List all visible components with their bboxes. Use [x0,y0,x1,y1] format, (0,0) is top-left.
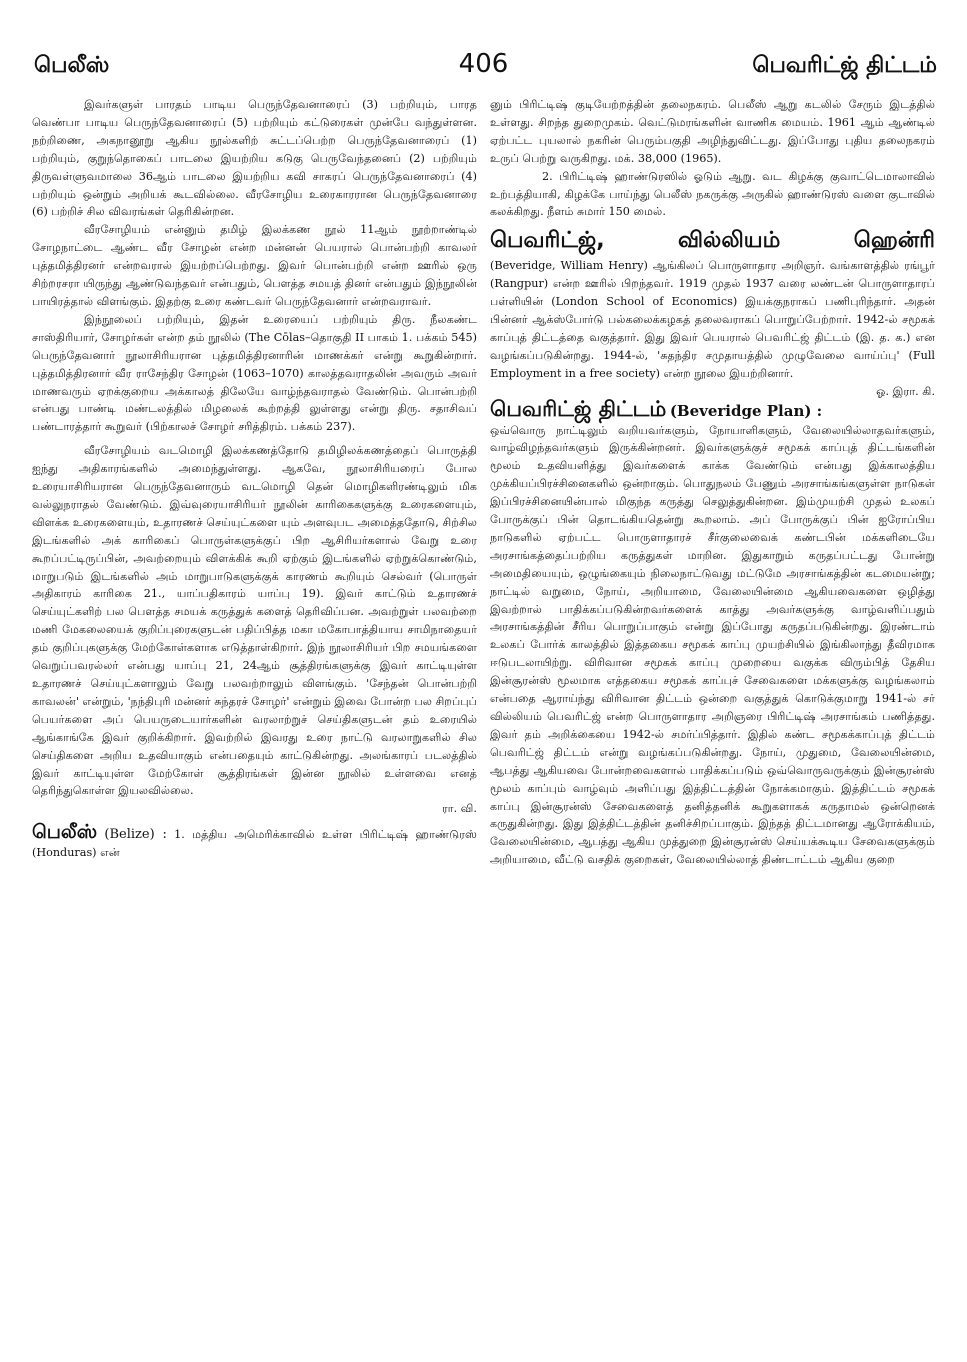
entry-beveridge-plan [490,396,935,422]
entry-heading-english: (Beveridge Plan) : [669,401,823,420]
paragraph: (Beveridge, William Henry) ஆங்கிலப் பொருளாதார அறிஞர். வங்காளத்தில் ரங்பூர் (Rangpur) என்ற ஊரில் பிறந்தவர். 1919 முதல் 1937 வரை லண்டன் பொருளாதாரப் பள்ளியின் (London School of Economics) இயக்குநராகப் பணிபுரிந்தார். அதன் பின்னர் ஆக்ஸ்போர்டு பல்கலைக்கழகத் தலைவராகப் பொறுப்பேற்றார். 1942-ல் சமூகக் காப்புத் திட்டத்தை வகுத்தார். இது இவர் பெயரால் பெவரிட்ஜ் திட்டம் (இ. த. க.) என வழங்கப்படுகின்றது. 1944-ல், 'சுதந்திர சமுதாயத்தில் முழுவேலை வாய்ப்பு' (Full Employment in a free society) என்ற நூலை இயற்றினார். [490,259,935,380]
paragraph: இந்நூலைப் பற்றியும், இதன் உரையைப் பற்றியும் திரு. நீலகண்ட சாஸ்திரியார், சோழர்கள் என்ற தம் நூலில் (The Cōlas–தொகுதி II பாகம் 1. பக்கம் 545) பெருந்தேவனார் நூலாசிரியரான புத்தமித்திரனாரின் மாணக்கர் என்று கூறுகின்றார். புத்தமித்திரனார் வீர ராசேந்திர சோழன் (1063–1070) காலத்தவராதலின் அவரும் அவர் மாணவரும் ஏறக்குறைய அக்காலத் திலேயே வாழ்ந்தவராதல் வேண்டும். பொன்பற்றி என்பது பாண்டி மண்டலத்தில் மிழலைக் கூற்றத்தி லுள்ளது என்று திரு. சதாசிவப் பண்டாரத்தார் கூறுவர் (பிற்காலச் சோழர் சரித்திரம். பக்கம் 237). [32,312,477,434]
running-head-left: பெலீஸ் [34,53,110,78]
entry-heading: பெலீஸ் [32,821,98,844]
entry-heading-english: (Belize) : [104,827,167,843]
paragraph: 2. பிரிட்டிஷ் ஹாண்டுரஸில் ஓடும் ஆறு. வட கிழக்கு குவாட்டெமாலாவில் உற்பத்தியாகி, கிழக்கே பாய்ந்து பெலீஸ் நகருக்கு அருகில் ஹாண்டுரஸ் வளை குடாவில் கலக்கிறது. நீளம் சுமார் 150 மைல். [490,169,935,219]
left-column [32,96,477,862]
paragraph: ஒவ்வொரு நாட்டிலும் வறியவர்களும், நோயாளிகளும், வேலையில்லாதவர்களும், வாழ்விழந்தவர்களும் இருக்கின்றனர். இவர்களுக்குச் சமூகக் காப்புத் திட்டங்களின் மூலம் உதவியளித்து இவர்களைக் காக்க வேண்டும் என்பது இக்காலத்திய முக்கியப்பிரச்சினைகளில் ஒன்றாகும். பொதுநலம் பேணும் அரசாங்கங்களுள்ள நாடுகள் இப்பிரச்சினையின்பால் மிகுந்த கருத்து செலுத்துகின்றன. இம்முயற்சி முதல் உலகப் போருக்குப் பின் தொடங்கியதென்று கூறலாம். அப் போருக்குப் பின் ஐரோப்பிய நாடுகளில் ஏற்பட்ட பொருளாதாரச் சீர்குலைவைக் கண்டபின் மக்களிடையே அரசாங்கத்தைப்பற்றிய கருத்துகள் மாறின. இதுகாறும் கருதப்பட்டது போன்று அமைதியையும், ஒழுங்கையும் நிலைநாட்டுவது மட்டுமே அரசாங்கத்தின் கடமையன்று; நாட்டில் வறுமை, நோய், அறியாமை, வேலையின்மை ஆகியவைகளை ஒழித்து இவற்றால் பாதிக்கப்படுகின்றவர்களைக் காத்து அவர்களுக்கு வாழ்வளிப்பதும் அரசாங்கத்தின் சீரிய பொறுப்பாகும் என்று இப்போது கருதப்படுகின்றது. இரண்டாம் உலகப் போர்க் காலத்தில் இத்தகைய சமூகக் காப்பு முயற்சியில் இங்கிலாந்து தீவிரமாக ஈடுபடலாயிற்று. விரிவான சமூகக் காப்பு முறையை வகுக்க விரும்பித் தேசிய இன்சூரன்ஸ் மூலமாக எத்தகைய சமூகக் காப்புச் சேவைகளை மக்களுக்கு வழங்கலாம் என்பதை ஆராய்ந்து விரிவான திட்டம் ஒன்றை வகுத்துக் கொடுக்குமாறு 1941-ல் சர் வில்லியம் பெவரிட்ஜ் என்ற பொருளாதார அறிஞரை பிரிட்டிஷ் அரசாங்கம் பணித்தது. இவர் தம் அறிக்கையை 1942-ல் சமர்ப்பித்தார். இதில் கண்ட சமூகக்காப்புத் திட்டம் பெவரிட்ஜ் திட்டம் என்று வழங்கப்படுகின்றது. நோய், முதுமை, வேலையின்மை, ஆபத்து ஆகியவை போன்றவைகளால் பாதிக்கப்படும் ஒவ்வொருவருக்கும் இன்சூரன்ஸ் மூலம் காப்பும் வாழ்வும் அளிப்பது இத்திட்டத்தின் நோக்கமாகும். இத்திட்டம் சமூகக் காப்பு இன்சூரன்ஸ் சேவைகளைத் தனித்தனிக் கூறுகளாகக் கருதாமல் ஒன்றெனக் கருதுகின்றது. இது இத்திட்டத்தின் தனிச்சிறப்பாகும். இந்தத் திட்டமானது ஆரோக்கியம், வேலையின்மை, ஆபத்து ஆகிய முத்துறை இன்சூரன்ஸ் செய்யக்கூடிய சேவைகளுக்கும் அறியாமை, வீட்டு வசதிக் குறைகள், வேலையில்லாத் திண்டாட்டம் ஆகிய குறை [490,423,935,867]
author-signoff: ரா. வி. [441,802,477,816]
entry-belize [32,821,478,862]
paragraph: னும் பிரிட்டிஷ் குடியேற்றத்தின் தலைநகரம். பெலீஸ் ஆறு கடலில் சேரும் இடத்தில் உள்ளது. சிறந்த துறைமுகம். வெட்டுமரங்களின் வாணிக மையம். 1961 ஆம் ஆண்டில் ஏற்பட்ட புயலால் நகரின் பெரும்பகுதி அழிந்துவிட்டது. இப்போது புதிய தலைநகரம் உருப் பெற்று வருகிறது. மக். 38,000 (1965). [490,98,935,165]
heading-word: வில்லியம் [678,228,781,254]
entry-heading-beveridge [490,225,935,257]
paragraph: வீரசோழியம் வடமொழி இலக்கணத்தோடு தமிழிலக்கணத்தைப் பொருத்தி ஐந்து அதிகாரங்களில் அமைந்துள்ளது. ஆகவே, நூலாசிரியரைப் போல உரையாசிரியரான பெருந்தேவனாரும் வடமொழி தென் மொழிகளிரண்டிலும் மிக வல்லுநராதல் வேண்டும். இவ்வுரையாசிரியர் நூலின் காரிகைகளுக்கு உரைகளையும், விளக்க உரைகளையும், உதாரணச் செய்யுட்களை யும் அளவுபட அமைத்ததோடு, சிற்சில இடங்களில் அக் காரிகைப் பொருள்களுக்குப் பிற ஆசிரியர்களால் வேறு உரை கூறப்பட்டிருப்பின், அவற்றையும் விளக்கிக் கூறி ஏற்கும் இடங்களில் ஏற்றுக்கொண்டும், மாறுபடும் இடங்களில் அம் மாறுபாடுகளுக்குக் காரணம் கூறியும் செல்வர் (பொருள் அதிகாரம் காரிகை 21., யாப்பதிகாரம் யாப்பு 19). இவர் காட்டும் உதாரணச் செய்யுட்களிற் பல பௌத்த சமயக் கருத்துக் களைத் தெரிவிப்பன. அவற்றுள் பலவற்றை மணி மேகலையைக் குறிப்புரைகளுடன் பதிப்பித்த மகா மகோபாத்தியாய சாமிநாதையர் தம் குறிப்புகளுக்கு மேற்கோள்களாக எடுத்தாள்கிறார். இந் நூலாசிரியர் பிற சமயங்களை வெறுப்பவரல்லர் என்பது யாப்பு 21, 24ஆம் சூத்திரங்களுக்கு இவர் காட்டியுள்ள உதாரணச் செய்யுட்களாலும் வேறு பலவற்றாலும் விளங்கும். 'சேந்தன் பொன்பற்றி காவலன்' என்றும், 'நந்திபுரி மன்னர் சுந்தரச் சோழர்' என்றும் இவை போன்ற பல சிறப்புப் பெயர்களை அப் பெயருடையார்களின் வரலாற்றுச் செய்திகளுடன் தம் உரையில் ஆங்காங்கே இவர் குறிக்கிறார். இவற்றில் இவரது உரை நாட்டு வரலாறுகளில் சில செய்திகளை அறிய உதவியாகும் என்பதையும் காட்டுகின்றது. அலங்காரப் படலத்தில் இவர் காட்டியுள்ள மேற்கோள் சூத்திரங்கள் இன்ன நூலில் உள்ளவை எனத் தெரிந்துகொள்ள இயலவில்லை. [32,444,477,798]
right-column [490,96,935,869]
paragraph: இவர்களுள் பாரதம் பாடிய பெருந்தேவனாரைப் (3) பற்றியும், பாரத வெண்பா பாடிய பெருந்தேவனாரைப் (5) பற்றியும் கட்டுரைகள் முன்பே வந்துள்ளன. நற்றிணை, அகநானூறு ஆகிய நூல்களிற் சுட்டப்பெற்ற பெருந்தேவனாரைப் (1) பற்றியும், குறுந்தொகைப் பாடலை இயற்றிய கடுகு பெருவேந்தனைப் (2) பற்றியும் திருவள்ளுவமாலை 36ஆம் பாடலை இயற்றிய கவி சாகரப் பெருந்தேவனாரைப் (4) பற்றியும் ஒன்றும் அறியக் கூடவில்லை. வீரசோழிய உரைகாரரான பெருந்தேவனாரை (6) பற்றிச் சில விவரங்கள் தெரிகின்றன. [32,98,477,219]
running-head-right: பெவரிட்ஜ் திட்டம் [752,53,937,78]
heading-word: பெவரிட்ஜ், [490,228,605,254]
author-signoff: ஓ. இரா. கி. [876,384,935,398]
page-number: 406 [458,49,509,79]
heading-word: ஹென்ரி [853,228,935,254]
paragraph: வீரசோழியம் என்னும் தமிழ் இலக்கண நூல் 11ஆம் நூற்றாண்டில் சோழநாட்டை ஆண்ட வீர சோழன் என்ற மன்னன் பெயரால் பொன்பற்றி காவலர் புத்தமித்திரனர் என்றவரால் இயற்றப்பெற்றது. இவர் பொன்பற்றி என்ற ஊரில் ஒரு சிற்றரசரா யிருந்து ஆண்டுவந்தவர் என்பதும், பௌத்த சமயத் தினர் என்பதும் இந்நூலின் பாயிரத்தால் விளங்கும். இதற்கு உரை கண்டவர் பெருந்தேவனார் என்றவராவர். [32,223,477,308]
entry-heading: பெவரிட்ஜ் திட்டம் [490,396,667,421]
entry-text: 1. மத்திய அமெரிக்காவில் உள்ள பிரிட்டிஷ் ஹாண்டுரஸ் (Honduras) என் [32,828,478,860]
